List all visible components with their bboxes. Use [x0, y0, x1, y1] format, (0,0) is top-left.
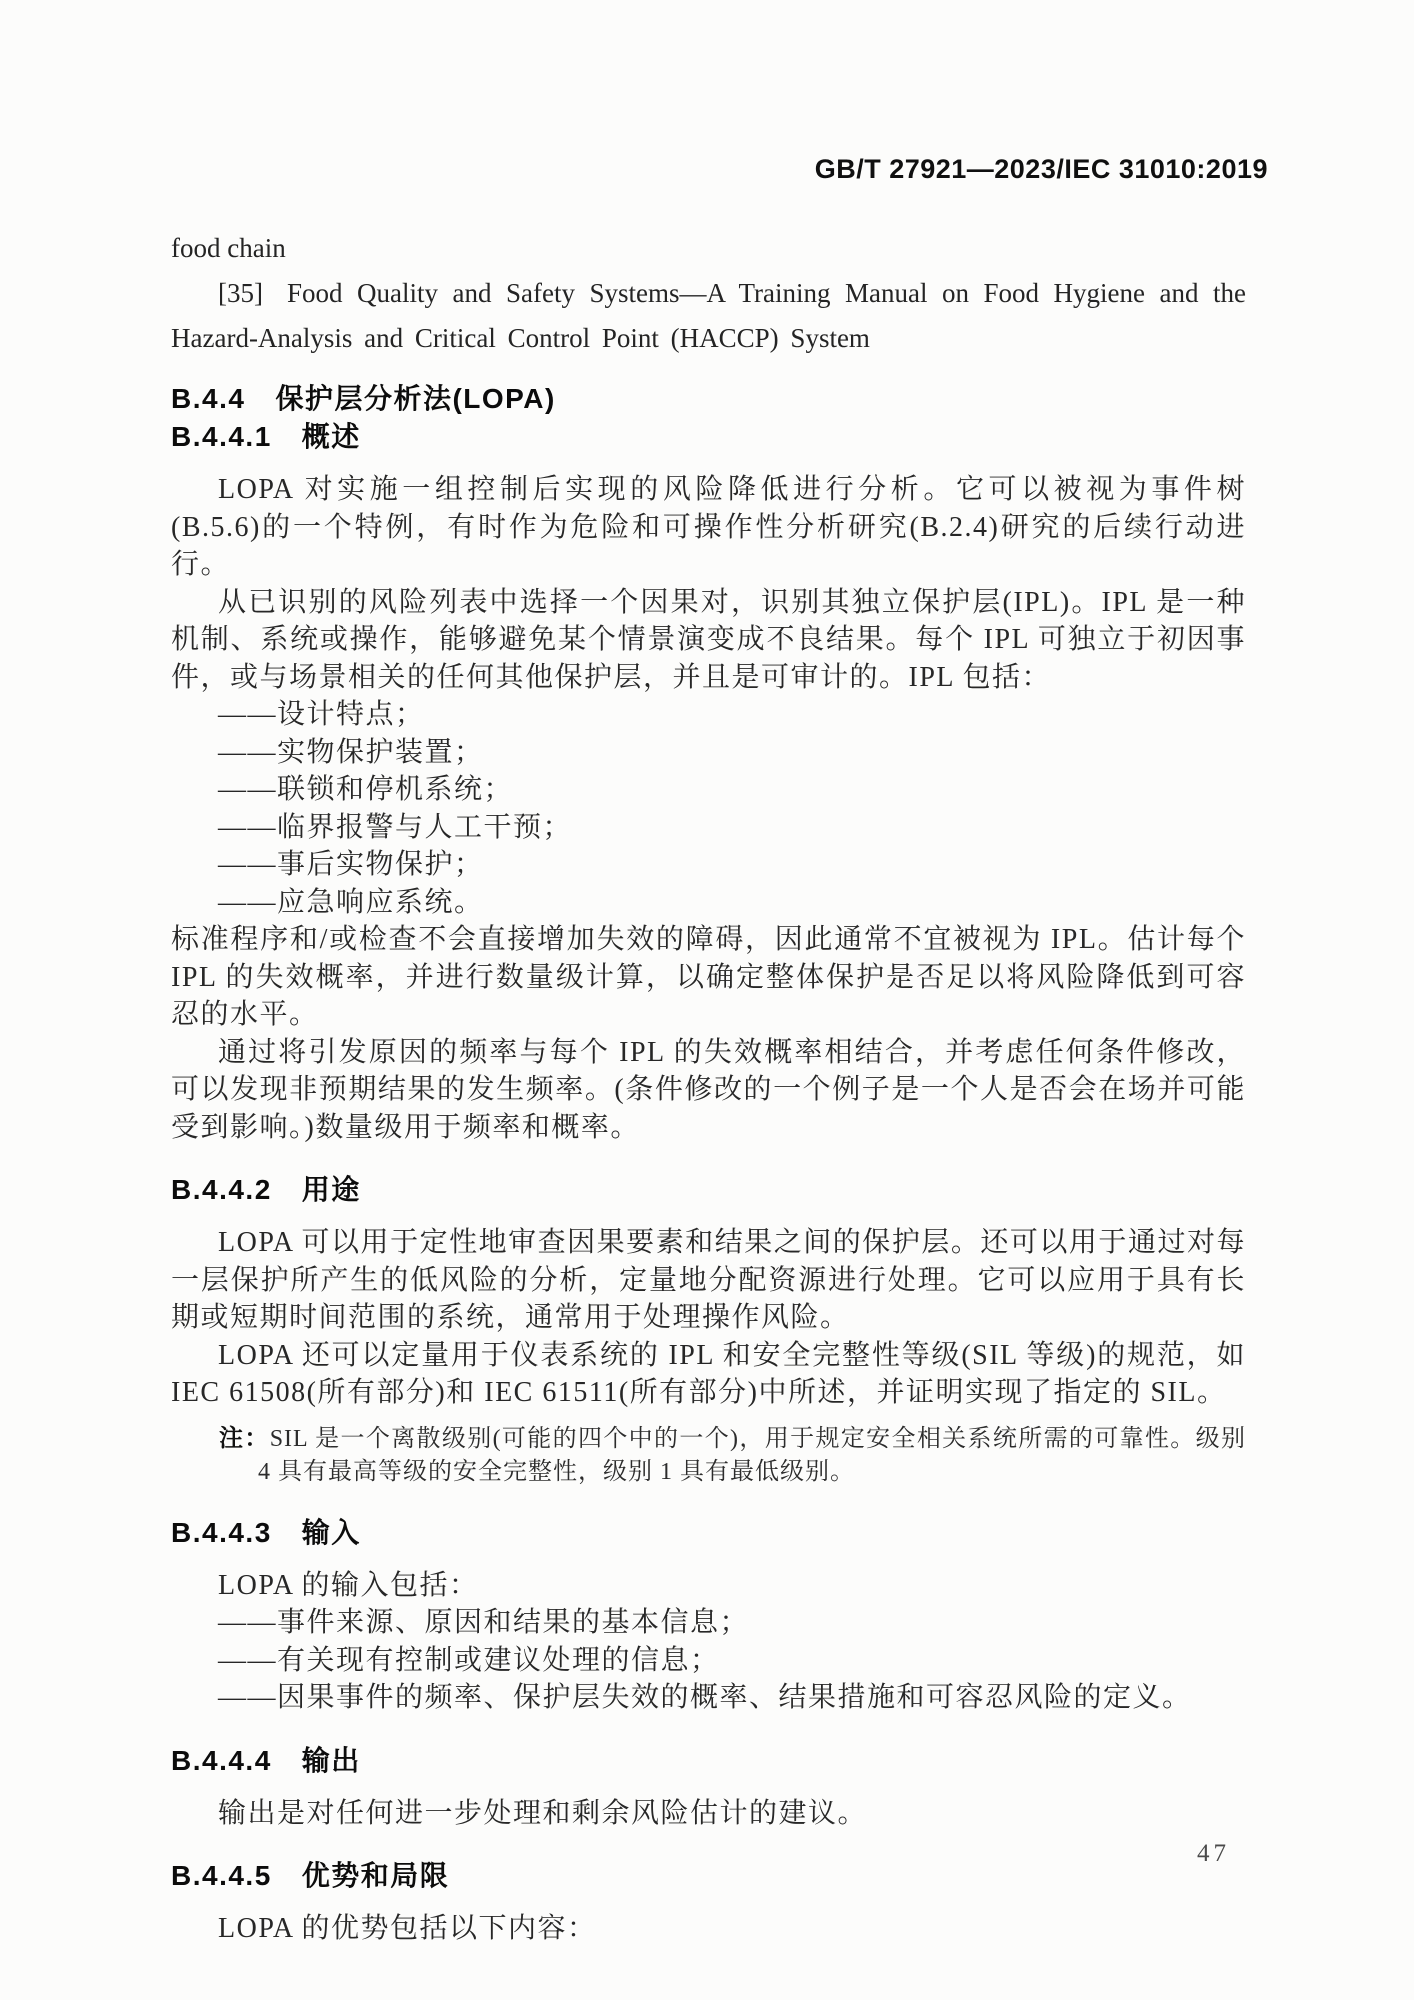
list-item: ——临界报警与人工干预； — [218, 811, 573, 843]
overview-paragraph-3: 标准程序和/或检查不会直接增加失效的障碍，因此通常不宜被视为 IPL。估计每个 IPL 的失效概率，并进行数量级计算，以确定整体保护是否足以将风险降低到可容忍的水平。 — [171, 924, 1246, 1030]
list-item: ——事件来源、原因和结果的基本信息； — [218, 1607, 750, 1638]
overview-paragraph-1: LOPA 对实施一组控制后实现的风险降低进行分析。它可以被视为事件树(B.5.6)的一个特例，有时作为危险和可操作性分析研究(B.2.4)研究的后续行动进行。 — [171, 474, 1246, 580]
page-content — [171, 0, 1268, 1948]
heading-b4-4-3-number: B.4.4.3 — [171, 1516, 272, 1548]
heading-b4-4-3 — [171, 1515, 1246, 1551]
inputs-dash-list — [171, 1604, 1246, 1717]
heading-b4-4-1 — [171, 419, 1246, 455]
heading-b4-4-2-number: B.4.4.2 — [171, 1174, 272, 1205]
note-label: 注： — [219, 1424, 270, 1452]
standard-number-header: GB/T 27921—2023/IEC 31010:2019 — [814, 154, 1268, 184]
overview-paragraph-4: 通过将引发原因的频率与每个 IPL 的失效概率相结合，并考虑任何条件修改，可以发现非预期结果的发生频率。(条件修改的一个例子是一个人是否会在场并可能受到影响。)数量级用于频率和概率。 — [171, 1036, 1246, 1143]
reference-35-label: [35] — [218, 278, 263, 308]
use-paragraph-2: LOPA 还可以定量用于仪表系统的 IPL 和安全完整性等级(SIL 等级)的规范，如 IEC 61508(所有部分)和 IEC 61511(所有部分)中所述，并证明实现了指定的 SIL。 — [171, 1339, 1246, 1408]
list-item: ——应急响应系统。 — [218, 886, 484, 918]
reference-35-text: Food Quality and Safety Systems—A Training Manual on Food Hygiene and the Hazard-Analysis and Critical Control Point (HACCP) System — [171, 278, 1246, 353]
heading-b4-4-title: 保护层分析法(LOPA) — [275, 383, 556, 414]
note-block — [219, 1422, 1246, 1489]
heading-b4-4-3-title: 输入 — [301, 1516, 361, 1548]
heading-b4-4-1-number: B.4.4.1 — [171, 421, 272, 452]
heading-b4-4-5-title: 优势和局限 — [301, 1860, 450, 1891]
heading-b4-4-4-number: B.4.4.4 — [171, 1744, 272, 1776]
bibliography-continuation-line: food chain — [171, 233, 286, 263]
ipl-dash-list — [171, 696, 1246, 921]
heading-b4-4 — [171, 381, 1246, 417]
reference-item-35 — [171, 271, 1246, 361]
heading-b4-4-1-title: 概述 — [301, 421, 361, 452]
heading-b4-4-4-title: 输出 — [301, 1744, 361, 1776]
note-text: SIL 是一个离散级别(可能的四个中的一个)，用于规定安全相关系统所需的可靠性。级别 4 具有最高等级的安全完整性，级别 1 具有最低级别。 — [258, 1425, 1247, 1485]
list-item: ——实物保护装置； — [218, 736, 484, 768]
inputs-intro: LOPA 的输入包括： — [218, 1569, 479, 1601]
heading-b4-4-5 — [171, 1858, 1246, 1894]
page-number: 47 — [1197, 1840, 1230, 1867]
overview-paragraph-2: 从已识别的风险列表中选择一个因果对，识别其独立保护层(IPL)。IPL 是一种机制、系统或操作，能够避免某个情景演变成不良结果。每个 IPL 可独立于初因事件，或与场景相关的任何其他保护层，并且是可审计的。IPL 包括： — [171, 586, 1246, 693]
heading-b4-4-number: B.4.4 — [171, 383, 246, 414]
heading-b4-4-4 — [171, 1743, 1246, 1779]
list-item: ——因果事件的频率、保护层失效的概率、结果措施和可容忍风险的定义。 — [218, 1682, 1192, 1713]
heading-b4-4-2 — [171, 1172, 1246, 1208]
heading-b4-4-5-number: B.4.4.5 — [171, 1860, 272, 1891]
list-item: ——设计特点； — [218, 699, 425, 730]
list-item: ——事后实物保护； — [218, 849, 484, 880]
strengths-intro: LOPA 的优势包括以下内容： — [218, 1913, 597, 1944]
outputs-paragraph: 输出是对任何进一步处理和剩余风险估计的建议。 — [218, 1797, 868, 1829]
list-item: ——联锁和停机系统； — [218, 774, 514, 805]
list-item: ——有关现有控制或建议处理的信息； — [218, 1644, 720, 1676]
heading-b4-4-2-title: 用途 — [301, 1174, 361, 1205]
use-paragraph-1: LOPA 可以用于定性地审查因果要素和结果之间的保护层。还可以用于通过对每一层保护所产生的低风险的分析，定量地分配资源进行处理。它可以应用于具有长期或短期时间范围的系统，通常用于处理操作风险。 — [171, 1227, 1246, 1333]
bibliography-block — [171, 226, 1246, 361]
